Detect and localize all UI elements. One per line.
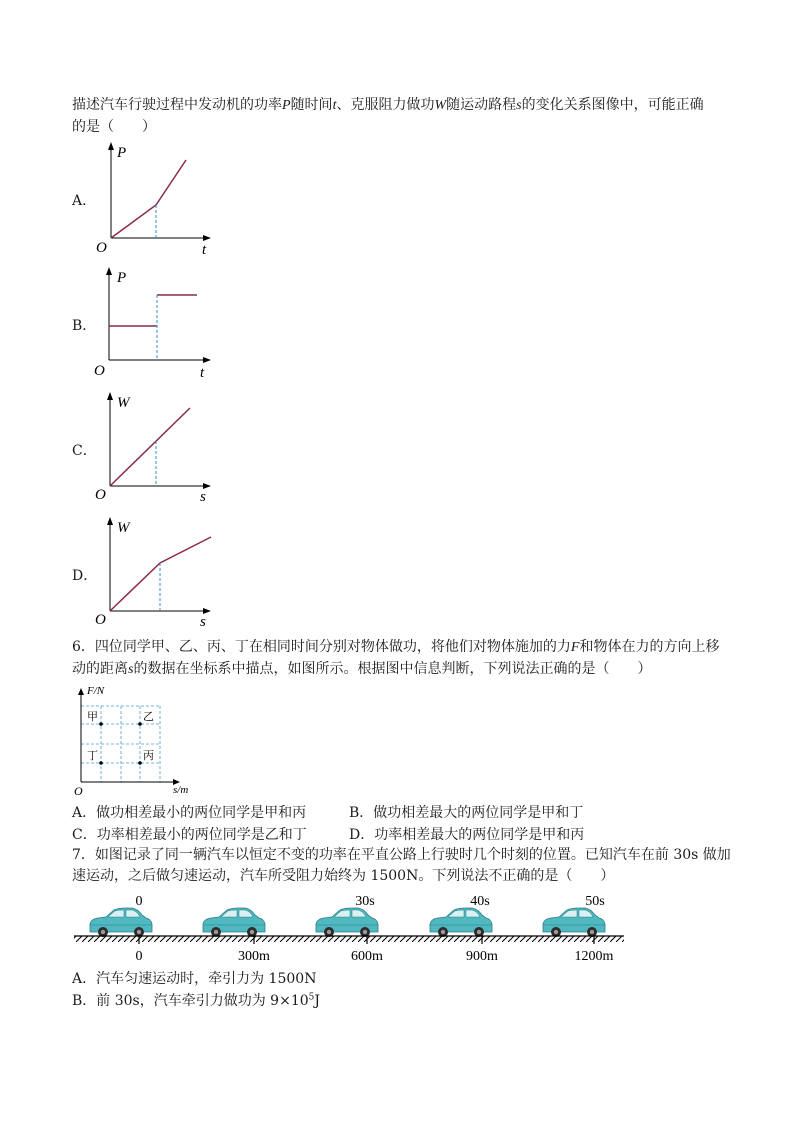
car-icon: [90, 908, 152, 937]
point-ding: [99, 761, 103, 765]
point-jia: [99, 722, 103, 726]
y-arrow: [78, 688, 84, 695]
y-arrow: [106, 267, 112, 275]
graph-a: [90, 140, 220, 258]
q6-graph: [70, 682, 200, 797]
var-s: s: [128, 662, 134, 677]
q6-choice-c: C．功率相差最小的两位同学是乙和丁: [72, 827, 307, 843]
point-yi: [138, 722, 142, 726]
y-label: F/N: [87, 685, 105, 697]
car-icon: [430, 908, 492, 937]
option-a-label: A．: [72, 193, 97, 209]
y-label: P: [117, 270, 127, 286]
q5-stem-line1: [72, 95, 704, 116]
y-label: W: [117, 395, 130, 411]
option-b-label: B．: [72, 318, 97, 334]
car-icon: [203, 908, 265, 937]
origin-label: O: [74, 784, 83, 798]
y-label: W: [117, 520, 130, 536]
q7-choice-b-exponent: 5: [308, 992, 315, 1003]
graph-b: [90, 265, 220, 380]
var-W: W: [434, 98, 447, 113]
q5-text: 描述汽车行驶过程中发动机的功率: [72, 97, 282, 113]
distance-label-0: 0: [135, 949, 143, 964]
work-curve: [110, 408, 190, 486]
q5-text: 随时间: [290, 97, 333, 113]
var-t: t: [332, 98, 337, 113]
graph-d: [90, 515, 220, 630]
road-hatching: [74, 936, 624, 942]
label-jia: 甲: [87, 711, 98, 723]
q7-choice-b-unit: J: [314, 993, 320, 1009]
distance-label-1200m: 1200m: [574, 949, 614, 964]
q7-stem-line1: 7．如图记录了同一辆汽车以恒定不变的功率在平直公路上行驶时几个时刻的位置。已知汽车在前 30s 做加: [72, 847, 731, 863]
origin-label: O: [95, 612, 106, 628]
q5-text: 、克服阻力做功: [336, 97, 435, 113]
q5-text: 的变化关系图像中，可能正确: [521, 97, 704, 113]
var-F: F: [570, 640, 580, 655]
var-P: P: [282, 98, 291, 113]
q5-stem-line2: 的是（ ）: [72, 119, 156, 135]
y-label: P: [117, 145, 127, 161]
q7-road-figure: [70, 888, 630, 968]
x-label: t: [200, 365, 205, 381]
label-ding: 丁: [87, 750, 98, 762]
q6-text: 动的距离: [72, 661, 128, 677]
label-bing: 丙: [143, 750, 154, 762]
distance-label-900m: 900m: [466, 949, 498, 964]
x-label: t: [202, 242, 207, 258]
q5-text: 随运动路程: [446, 97, 517, 113]
x-arrow: [203, 357, 211, 363]
q6-choice-a: A．做功相差最小的两位同学是甲和丙: [72, 805, 307, 821]
car-icon: [316, 908, 378, 937]
point-bing: [138, 761, 142, 765]
origin-label: O: [94, 363, 105, 379]
origin-label: O: [96, 240, 107, 256]
graph-c: [90, 390, 220, 505]
q6-stem-line1: [72, 637, 719, 658]
q7-choice-b: [72, 990, 320, 1010]
x-arrow: [203, 235, 211, 241]
q6-text: 6．四位同学甲、乙、丙、丁在相同时间分别对物体做功，将他们对物体施加的力: [72, 639, 571, 655]
time-label-0: 0: [135, 894, 143, 909]
y-arrow: [107, 517, 113, 525]
q6-stem-line2: [72, 659, 651, 680]
time-label-40s: 40s: [470, 894, 490, 909]
x-label: s: [200, 614, 206, 630]
label-yi: 乙: [143, 711, 154, 723]
origin-label: O: [95, 487, 106, 503]
distance-label-600m: 600m: [351, 949, 383, 964]
y-arrow: [108, 142, 114, 150]
var-s: s: [516, 98, 522, 113]
option-d-label: D．: [72, 568, 98, 584]
distance-label-300m: 300m: [238, 949, 270, 964]
power-curve: [111, 160, 186, 238]
x-label: s/m: [173, 784, 189, 796]
q7-stem-line2: 速运动，之后做匀速运动，汽车所受阻力始终为 1500N。下列说法不正确的是（ ）: [72, 868, 615, 884]
q6-text: 和物体在力的方向上移: [579, 639, 720, 655]
q6-choice-d: D．功率相差最大的两位同学是甲和丙: [349, 827, 585, 843]
option-c-label: C．: [72, 443, 97, 459]
q6-text: 的数据在坐标系中描点，如图所示。根据图中信息判断，下列说法正确的是（ ）: [133, 661, 652, 677]
time-label-30s: 30s: [355, 894, 375, 909]
q7-choice-a: A．汽车匀速运动时，牵引力为 1500N: [72, 971, 317, 987]
q7-choice-b-text: B．前 30s，汽车牵引力做功为 9×10: [72, 993, 309, 1009]
q6-choice-b: B．做功相差最大的两位同学是甲和丁: [349, 805, 584, 821]
time-label-50s: 50s: [585, 894, 605, 909]
x-label: s: [200, 489, 206, 505]
car-icon: [543, 908, 605, 937]
y-arrow: [107, 392, 113, 400]
